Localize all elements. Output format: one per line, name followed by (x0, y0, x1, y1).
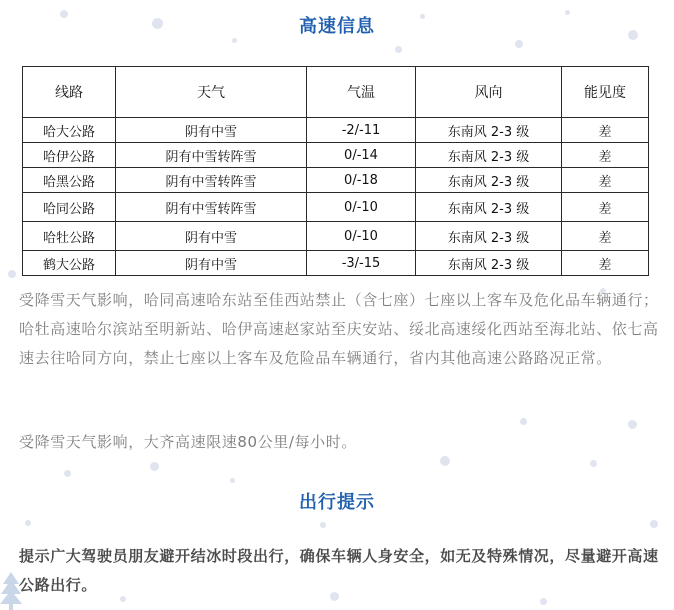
cell-wind: 东南风 2-3 级 (416, 222, 562, 251)
cell-visibility: 差 (562, 118, 649, 143)
table-row (23, 168, 649, 193)
cell-visibility: 差 (562, 251, 649, 276)
cell-temperature: 0/-10 (307, 193, 416, 222)
cell-visibility: 差 (562, 222, 649, 251)
cell-wind: 东南风 2-3 级 (416, 251, 562, 276)
travel-tip-text: 提示广大驾驶员朋友避开结冰时段出行，确保车辆人身安全，如无及特殊情况，尽量避开高速公路出行。 (19, 547, 659, 594)
highway-table (22, 66, 649, 276)
snow-dot (150, 462, 159, 471)
snow-dot (230, 478, 235, 483)
cell-weather: 阴有中雪转阵雪 (116, 193, 307, 222)
cell-wind: 东南风 2-3 级 (416, 143, 562, 168)
snow-dot (520, 418, 527, 425)
cell-route: 鹤大公路 (23, 251, 116, 276)
snow-dot (515, 40, 523, 48)
snow-dot (440, 456, 450, 466)
pine-tree-icon (0, 570, 22, 610)
header-wind: 风向 (416, 67, 562, 118)
cell-temperature: 0/-10 (307, 222, 416, 251)
cell-wind: 东南风 2-3 级 (416, 118, 562, 143)
travel-tip-title: 出行提示 (299, 492, 375, 513)
cell-wind: 东南风 2-3 级 (416, 168, 562, 193)
cell-weather: 阴有中雪转阵雪 (116, 168, 307, 193)
cell-temperature: -3/-15 (307, 251, 416, 276)
snow-dot (590, 460, 597, 467)
cell-weather: 阴有中雪转阵雪 (116, 143, 307, 168)
closure-notice: 受降雪天气影响，哈同高速哈东站至佳西站禁止（含七座）七座以上客车及危化品车辆通行；哈牡高速哈尔滨站至明新站、哈伊高速赵家站至庆安站、绥北高速绥化西站至海北站、依七高速去往哈同方向，禁止七座以上客车及危险品车辆通行，省内其他高速公路路况正常。 (19, 291, 659, 367)
cell-route: 哈伊公路 (23, 143, 116, 168)
speed-limit-notice: 受降雪天气影响，大齐高速限速80公里/每小时。 (19, 433, 357, 451)
cell-weather: 阴有中雪 (116, 118, 307, 143)
cell-visibility: 差 (562, 193, 649, 222)
cell-visibility: 差 (562, 168, 649, 193)
cell-temperature: 0/-14 (307, 143, 416, 168)
header-temperature: 气温 (307, 67, 416, 118)
cell-route: 哈黑公路 (23, 168, 116, 193)
snow-dot (8, 270, 16, 278)
snow-dot (25, 520, 31, 526)
table-row (23, 143, 649, 168)
cell-route: 哈大公路 (23, 118, 116, 143)
cell-temperature: -2/-11 (307, 118, 416, 143)
table-header-row (23, 67, 649, 118)
cell-visibility: 差 (562, 143, 649, 168)
cell-weather: 阴有中雪 (116, 222, 307, 251)
header-route: 线路 (23, 67, 116, 118)
snow-dot (232, 38, 237, 43)
snow-dot (395, 46, 402, 53)
header-weather: 天气 (116, 67, 307, 118)
table-row (23, 118, 649, 143)
snow-dot (650, 520, 658, 528)
table-row (23, 251, 649, 276)
table-row (23, 222, 649, 251)
header-visibility: 能见度 (562, 67, 649, 118)
cell-temperature: 0/-18 (307, 168, 416, 193)
snow-dot (320, 522, 326, 528)
cell-wind: 东南风 2-3 级 (416, 193, 562, 222)
table-row (23, 193, 649, 222)
cell-route: 哈同公路 (23, 193, 116, 222)
cell-weather: 阴有中雪 (116, 251, 307, 276)
highway-info-title: 高速信息 (299, 16, 375, 37)
cell-route: 哈牡公路 (23, 222, 116, 251)
snow-dot (64, 470, 71, 477)
